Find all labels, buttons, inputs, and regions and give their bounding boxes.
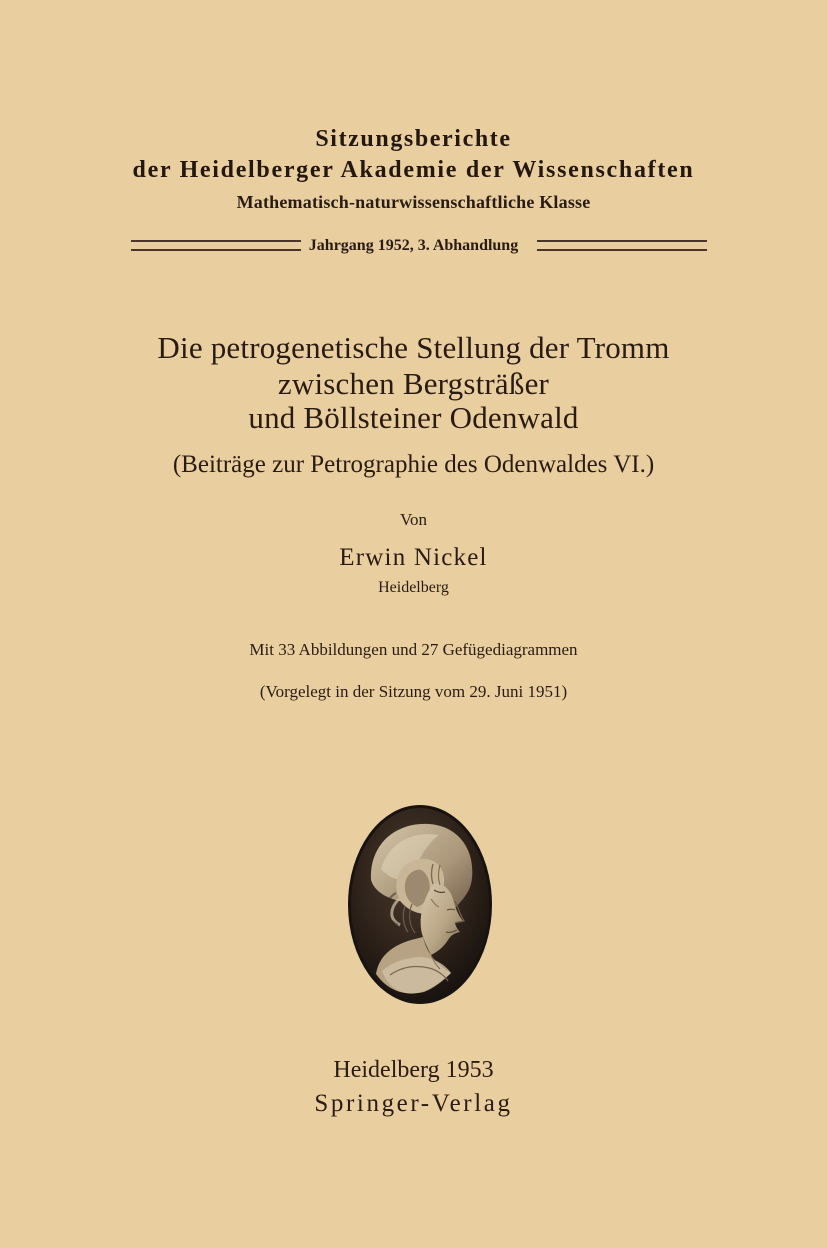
series-class-line: Mathematisch-naturwissenschaftliche Klasse	[236, 192, 591, 212]
presentation-note: (Vorgelegt in der Sitzung vom 29. Juni 1951)	[259, 682, 568, 701]
series-title-line-2: der Heidelberger Akademie der Wissenschaften	[132, 157, 695, 183]
series-year-line: Jahrgang 1952, 3. Abhandlung	[308, 237, 519, 254]
work-subtitle: (Beiträge zur Petrographie des Odenwaldes VI.)	[172, 451, 655, 478]
author-name: Erwin Nickel	[339, 544, 488, 571]
series-title-line-1: Sitzungsberichte	[315, 126, 512, 152]
work-title-line-2: zwischen Bergsträßer	[277, 366, 550, 401]
author-affiliation: Heidelberg	[378, 579, 449, 596]
author-prefix: Von	[399, 510, 428, 529]
illustration-count: Mit 33 Abbildungen und 27 Gefügediagrammen	[249, 640, 578, 659]
right-double-rule	[537, 240, 707, 251]
imprint-publisher: Springer-Verlag	[314, 1090, 513, 1117]
work-title-line-3: und Böllsteiner Odenwald	[248, 400, 579, 435]
emblem-medallion	[347, 804, 493, 1005]
classical-profile-medallion-icon	[347, 804, 493, 1005]
work-title-line-1: Die petrogenetische Stellung der Tromm	[157, 330, 670, 365]
imprint-place-year: Heidelberg 1953	[333, 1057, 494, 1083]
